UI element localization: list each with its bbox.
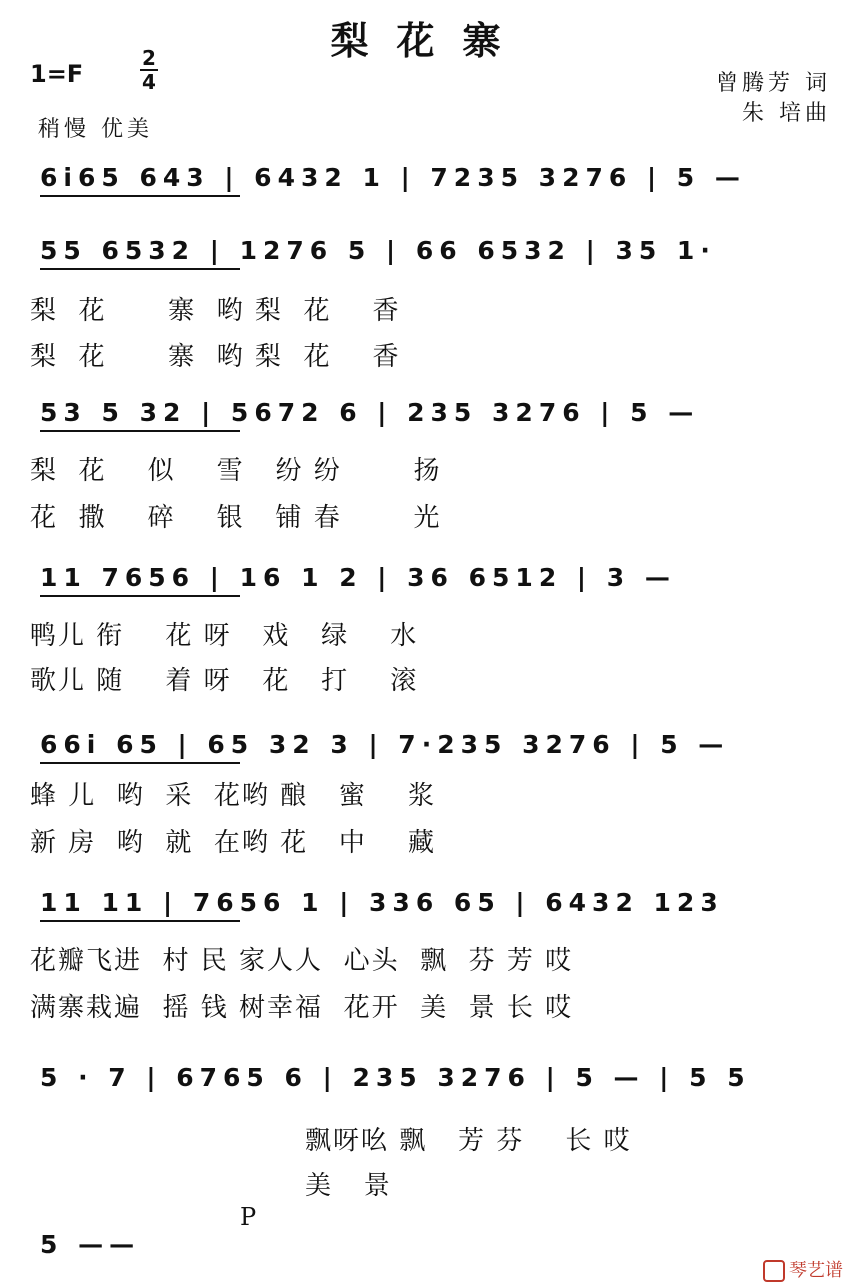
composer-credit: 朱 培曲 [742,101,831,126]
staff-line-5 [30,712,835,776]
lyric-line-2-verse-1: 梨 花 似 雪 纷 纷 扬 [30,456,442,486]
staff-line-1 [30,145,835,209]
notes: 53 5 32 | 5672 6 | 235 3276 | 5 — [40,398,700,427]
lyricist-credit: 曾腾芳 词 [716,71,831,96]
notes: 5 —— [40,1230,141,1259]
lyric-line-4-verse-1: 蜂 儿 哟 采 花哟 酿 蜜 浆 [30,781,436,811]
notes: 55 6532 | 1276 5 | 66 6532 | 35 1· [40,236,716,265]
tempo-marking: 稍慢 优美 [38,117,153,142]
staff-line-6 [30,870,835,934]
meter-top: 2 [142,46,156,70]
dynamic-marking: P [240,1203,257,1231]
lyric-line-5-verse-1: 花瓣飞进 村 民 家人人 心头 飘 芬 芳 哎 [30,946,574,976]
lyric-line-6-verse-1: 飘呀吆 飘 芳 芬 长 哎 [305,1126,632,1156]
meter-bottom: 4 [142,70,156,94]
notes: 11 7656 | 16 1 2 | 36 6512 | 3 — [40,563,676,592]
lyric-line-2-verse-2: 花 撒 碎 银 铺 春 光 [30,503,442,533]
notes: 6i65 643 | 6432 1 | 7235 3276 | 5 — [40,163,746,192]
staff-line-3 [30,380,835,444]
key-signature: 1=F [30,60,84,88]
lyric-line-4-verse-2: 新 房 哟 就 在哟 花 中 藏 [30,828,436,858]
lyric-line-3-verse-1: 鸭儿 衔 花 呀 戏 绿 水 [30,621,419,651]
lyric-line-6-verse-2: 美 景 [305,1171,392,1201]
notes: 5 · 7 | 6765 6 | 235 3276 | 5 — | 5 5 [40,1063,751,1092]
staff-line-7 [30,1045,835,1109]
logo-icon [763,1260,785,1282]
watermark [763,1256,843,1282]
lyric-line-5-verse-2: 满寨栽遍 摇 钱 树幸福 花开 美 景 长 哎 [30,993,574,1023]
song-title: 梨花寨 [330,18,529,63]
time-signature [140,48,158,92]
notes: 66i 65 | 65 32 3 | 7·235 3276 | 5 — [40,730,730,759]
staff-line-2 [30,218,835,282]
lyric-line-1-verse-2: 梨 花 寨 哟 梨 花 香 [30,342,401,372]
lyric-line-3-verse-2: 歌儿 随 着 呀 花 打 滚 [30,666,419,696]
staff-line-4 [30,545,835,609]
watermark-text: 琴艺谱 [789,1260,843,1281]
lyric-line-1-verse-1: 梨 花 寨 哟 梨 花 香 [30,296,401,326]
notes: 11 11 | 7656 1 | 336 65 | 6432 123 [40,888,724,917]
